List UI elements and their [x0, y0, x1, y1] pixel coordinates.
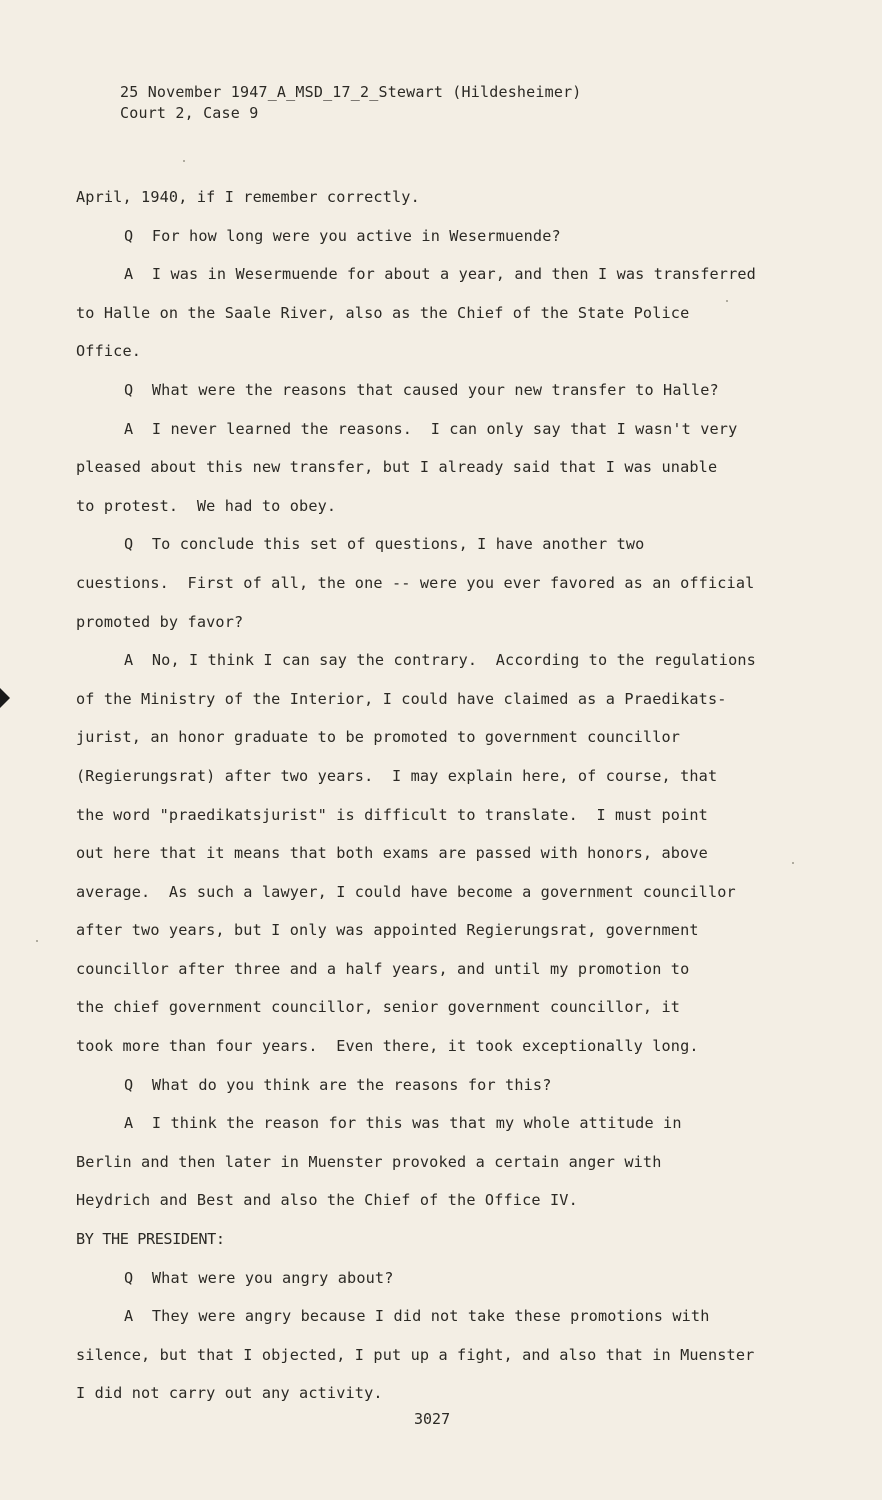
paper-speck: [36, 940, 38, 942]
margin-arrow-icon: [0, 688, 10, 708]
transcript-line: to protest. We had to obey.: [76, 496, 337, 515]
paper-speck: [792, 862, 794, 864]
question-line: Q What were the reasons that caused your new transfer to Halle?: [124, 380, 719, 399]
transcript-line: after two years, but I only was appointed Regierungsrat, government: [76, 921, 699, 940]
question-line: Q What do you think are the reasons for this?: [124, 1075, 552, 1094]
transcript-line: average. As such a lawyer, I could have become a government councillor: [76, 882, 736, 901]
transcript-line: April, 1940, if I remember correctly.: [76, 188, 420, 206]
transcript-line: pleased about this new transfer, but I already said that I was unable: [76, 458, 718, 477]
transcript-line: promoted by favor?: [76, 612, 244, 631]
speaker-heading: BY THE PRESIDENT:: [76, 1230, 225, 1249]
question-line: Q What were you angry about?: [124, 1268, 394, 1287]
paper-speck: [726, 300, 728, 302]
paper-speck: [183, 160, 185, 162]
transcript-line: took more than four years. Even there, it took exceptionally long.: [76, 1037, 699, 1056]
transcript-line: out here that it means that both exams are passed with honors, above: [76, 844, 708, 863]
question-line: Q For how long were you active in Wesermuende?: [124, 226, 561, 245]
transcript-line: the word "praedikatsjurist" is difficult to translate. I must point: [76, 805, 708, 824]
transcript-body: [76, 178, 806, 1413]
answer-line: A No, I think I can say the contrary. According to the regulations: [124, 651, 756, 670]
question-line: Q To conclude this set of questions, I have another two: [124, 535, 645, 554]
transcript-line: Berlin and then later in Muenster provoked a certain anger with: [76, 1152, 662, 1171]
answer-line: A I was in Wesermuende for about a year, and then I was transferred: [124, 265, 756, 284]
header-line-date-reference: 25 November 1947_A_MSD_17_2_Stewart (Hildesheimer): [120, 83, 582, 101]
transcript-line: jurist, an honor graduate to be promoted to government councillor: [76, 728, 681, 747]
document-header: [120, 82, 582, 124]
transcript-line: Heydrich and Best and also the Chief of the Office IV.: [76, 1191, 578, 1210]
transcript-line: (Regierungsrat) after two years. I may explain here, of course, that: [76, 766, 718, 785]
header-line-court-case: Court 2, Case 9: [120, 104, 259, 122]
transcript-line: silence, but that I objected, I put up a fight, and also that in Muenster: [76, 1345, 755, 1364]
transcript-line: I did not carry out any activity.: [76, 1384, 383, 1403]
answer-line: A I think the reason for this was that my whole attitude in: [124, 1114, 682, 1133]
transcript-line: to Halle on the Saale River, also as the Chief of the State Police: [76, 303, 690, 322]
transcript-line: the chief government councillor, senior government councillor, it: [76, 998, 681, 1017]
answer-line: A I never learned the reasons. I can only say that I wasn't very: [124, 419, 738, 438]
transcript-line: Office.: [76, 342, 142, 361]
transcript-line: of the Ministry of the Interior, I could have claimed as a Praedikats-: [76, 689, 727, 708]
answer-line: A They were angry because I did not take these promotions with: [124, 1307, 710, 1326]
page-number: 3027: [414, 1410, 451, 1428]
transcript-line: cuestions. First of all, the one -- were you ever favored as an official: [76, 573, 755, 592]
transcript-line: councillor after three and a half years, and until my promotion to: [76, 959, 690, 978]
